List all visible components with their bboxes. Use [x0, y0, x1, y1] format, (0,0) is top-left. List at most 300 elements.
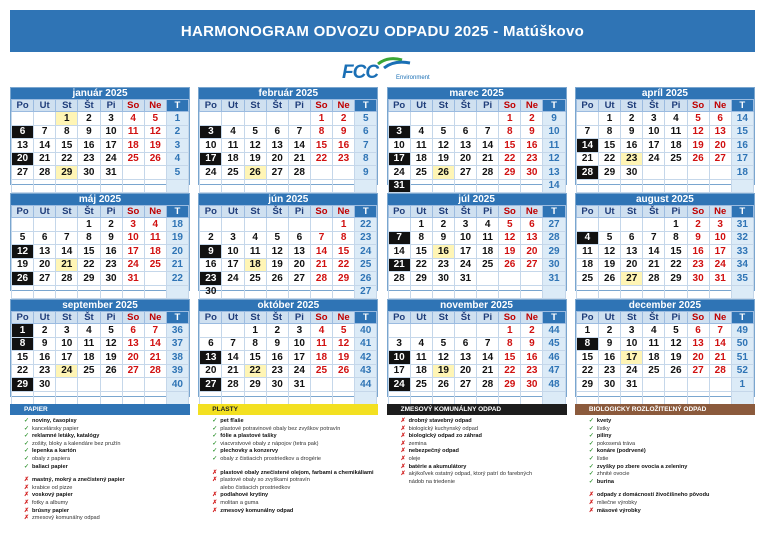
day-cell: 1	[333, 218, 355, 232]
week-number: 5	[166, 166, 188, 180]
weekday-header: St	[244, 206, 266, 218]
day-cell: 16	[333, 139, 355, 153]
day-cell: 5	[499, 218, 521, 232]
day-cell: 26	[687, 152, 709, 166]
legend-item-text: pokosená tráva	[596, 440, 636, 447]
day-cell: 11	[665, 125, 687, 139]
day-cell: 18	[78, 351, 100, 365]
legend-item	[212, 508, 378, 516]
day-cell: 22	[576, 364, 598, 378]
weekday-header: Ut	[222, 206, 244, 218]
day-cell	[78, 378, 100, 392]
day-cell: 23	[78, 152, 100, 166]
cross-icon: ✗	[400, 448, 406, 455]
day-cell: 22	[310, 152, 332, 166]
day-cell: 24	[288, 364, 310, 378]
day-cell: 31	[454, 272, 476, 286]
weekday-header: T	[731, 206, 753, 218]
day-cell: 21	[288, 152, 310, 166]
weekday-header: Pi	[665, 206, 687, 218]
day-cell: 16	[266, 351, 288, 365]
day-cell: 29	[576, 378, 598, 392]
legend-item-text: viacvrstvové obaly z nápojov (tetra pak)	[220, 440, 319, 447]
day-cell: 14	[477, 351, 499, 365]
day-cell	[56, 391, 78, 405]
day-cell	[200, 218, 222, 232]
day-cell: 16	[200, 258, 222, 272]
day-cell: 20	[288, 258, 310, 272]
cross-icon: ✗	[24, 515, 30, 522]
legend-list	[10, 415, 190, 523]
day-cell: 17	[288, 351, 310, 365]
day-cell	[621, 218, 643, 232]
legend-item	[401, 426, 567, 434]
day-cell	[244, 179, 266, 193]
week-number: 10	[543, 125, 565, 139]
day-cell: 18	[643, 351, 665, 365]
week-number: 31	[731, 218, 753, 232]
legend-item	[589, 464, 755, 472]
day-cell: 26	[12, 272, 34, 286]
day-cell	[521, 285, 543, 299]
day-cell: 3	[56, 324, 78, 338]
cross-icon: ✗	[400, 455, 406, 462]
day-cell: 25	[576, 272, 598, 286]
week-number: 44	[543, 324, 565, 338]
day-cell: 17	[388, 152, 410, 166]
weekday-header: So	[310, 100, 332, 112]
day-cell	[576, 285, 598, 299]
week-number: 14	[731, 112, 753, 126]
legend-item-text: alebo čistiacich prostriedkov	[220, 484, 291, 491]
day-cell	[643, 166, 665, 180]
day-cell	[643, 218, 665, 232]
day-cell: 12	[244, 139, 266, 153]
day-cell	[477, 324, 499, 338]
day-cell: 3	[621, 324, 643, 338]
day-cell: 21	[56, 258, 78, 272]
day-cell	[78, 285, 100, 299]
day-cell: 4	[665, 112, 687, 126]
weekday-header: Po	[388, 100, 410, 112]
week-number: 38	[166, 351, 188, 365]
weekday-header: Št	[454, 100, 476, 112]
day-cell: 29	[333, 272, 355, 286]
day-cell: 27	[266, 166, 288, 180]
day-cell: 13	[687, 337, 709, 351]
day-cell: 18	[477, 245, 499, 259]
day-cell	[122, 166, 144, 180]
day-cell: 31	[288, 378, 310, 392]
day-cell: 12	[665, 337, 687, 351]
weekday-header: Pi	[288, 100, 310, 112]
day-cell: 20	[454, 152, 476, 166]
month-calendar	[387, 193, 567, 291]
day-cell: 1	[576, 324, 598, 338]
day-cell: 9	[266, 337, 288, 351]
weekday-header: So	[122, 206, 144, 218]
legend-item	[24, 485, 190, 493]
day-cell	[78, 179, 100, 193]
day-cell	[454, 112, 476, 126]
weekday-header: Ut	[410, 312, 432, 324]
week-number: 9	[543, 112, 565, 126]
day-cell: 18	[310, 351, 332, 365]
week-number: 40	[166, 378, 188, 392]
day-cell: 20	[34, 258, 56, 272]
legend-item	[589, 500, 755, 508]
day-cell: 16	[621, 139, 643, 153]
day-cell: 2	[521, 112, 543, 126]
day-cell: 9	[599, 337, 621, 351]
day-cell: 11	[244, 245, 266, 259]
day-cell	[454, 391, 476, 405]
day-cell	[432, 285, 454, 299]
day-cell: 7	[709, 324, 731, 338]
week-number: 9	[355, 166, 377, 180]
day-cell	[144, 378, 166, 392]
day-cell: 13	[122, 337, 144, 351]
day-cell	[410, 179, 432, 193]
day-cell: 5	[432, 125, 454, 139]
day-cell: 19	[144, 139, 166, 153]
week-number: 37	[166, 337, 188, 351]
week-number: 46	[543, 351, 565, 365]
weekday-header: Št	[78, 100, 100, 112]
month-calendar	[10, 193, 190, 291]
legend-item-text: pet fľaše	[220, 418, 244, 424]
day-cell: 5	[687, 112, 709, 126]
legend-title: BIOLOGICKY ROZLOŽITEĽNÝ ODPAD	[575, 404, 755, 415]
day-cell: 3	[100, 112, 122, 126]
day-cell: 7	[144, 324, 166, 338]
day-cell: 28	[477, 166, 499, 180]
week-number: 39	[166, 364, 188, 378]
day-cell	[687, 285, 709, 299]
check-icon: ✓	[212, 425, 218, 432]
legend-item	[212, 441, 378, 449]
day-cell: 7	[288, 125, 310, 139]
day-cell: 29	[244, 378, 266, 392]
day-cell	[100, 285, 122, 299]
month-name: jún 2025	[199, 194, 377, 205]
week-number: 33	[731, 245, 753, 259]
day-cell	[56, 218, 78, 232]
day-cell	[687, 378, 709, 392]
day-cell: 11	[222, 139, 244, 153]
day-cell	[12, 112, 34, 126]
week-number	[166, 285, 188, 299]
legend-item	[24, 433, 190, 441]
cross-icon: ✗	[212, 469, 218, 476]
day-cell: 8	[576, 337, 598, 351]
day-cell: 24	[621, 364, 643, 378]
weekday-header: Ne	[709, 312, 731, 324]
weekday-header: So	[499, 206, 521, 218]
day-cell	[100, 391, 122, 405]
day-cell: 16	[599, 351, 621, 365]
weekday-header: Ut	[34, 312, 56, 324]
day-cell: 31	[621, 378, 643, 392]
day-cell	[477, 112, 499, 126]
day-cell: 3	[288, 324, 310, 338]
day-cell: 8	[244, 337, 266, 351]
cross-icon: ✗	[212, 499, 218, 506]
day-cell: 18	[122, 139, 144, 153]
month-calendar	[575, 87, 755, 185]
day-cell: 17	[56, 351, 78, 365]
day-cell: 9	[200, 245, 222, 259]
legend-item-text: baliaci papier	[32, 463, 68, 470]
week-number: 1	[731, 378, 753, 392]
day-cell: 22	[599, 152, 621, 166]
weekday-header: Ne	[144, 312, 166, 324]
legend-item-text: plastové obaly so zvyškami potravín	[220, 477, 310, 484]
calendar-table	[199, 205, 377, 299]
day-cell: 17	[100, 139, 122, 153]
day-cell: 11	[144, 231, 166, 245]
legend-item-text: fotky a albumy	[32, 499, 69, 506]
check-icon: ✓	[24, 448, 30, 455]
day-cell: 22	[410, 258, 432, 272]
weekday-header: St	[621, 312, 643, 324]
day-cell: 2	[266, 324, 288, 338]
week-number	[543, 285, 565, 299]
week-number: 8	[355, 152, 377, 166]
day-cell: 2	[521, 324, 543, 338]
day-cell: 28	[310, 272, 332, 286]
day-cell: 1	[310, 112, 332, 126]
day-cell: 13	[12, 139, 34, 153]
day-cell: 12	[144, 125, 166, 139]
day-cell	[454, 285, 476, 299]
week-number: 13	[543, 166, 565, 180]
week-number: 24	[355, 245, 377, 259]
day-cell: 11	[122, 125, 144, 139]
day-cell	[244, 391, 266, 405]
month-calendar	[387, 87, 567, 192]
day-cell: 4	[643, 324, 665, 338]
weekday-header: Ut	[599, 206, 621, 218]
weekday-header: Ne	[333, 312, 355, 324]
day-cell: 15	[499, 139, 521, 153]
legend-item-text: obaly z papiera	[32, 455, 70, 462]
day-cell: 9	[432, 231, 454, 245]
day-cell: 23	[521, 364, 543, 378]
legend-item-text: mastný, mokrý a znečistený papier	[32, 477, 125, 484]
day-cell: 10	[388, 351, 410, 365]
weekday-header: Ut	[599, 100, 621, 112]
day-cell: 25	[665, 152, 687, 166]
day-cell: 7	[222, 337, 244, 351]
day-cell: 19	[12, 258, 34, 272]
day-cell: 22	[78, 258, 100, 272]
week-number: 26	[355, 272, 377, 286]
week-number: 42	[355, 351, 377, 365]
day-cell: 12	[432, 351, 454, 365]
cross-icon: ✗	[212, 477, 218, 484]
legend-item-text: zhnité ovocie	[596, 471, 630, 478]
day-cell: 10	[709, 231, 731, 245]
legend-item	[212, 500, 378, 508]
day-cell: 1	[665, 218, 687, 232]
weekday-header: Ne	[333, 100, 355, 112]
day-cell: 9	[78, 125, 100, 139]
week-number: 7	[355, 139, 377, 153]
day-cell: 19	[333, 351, 355, 365]
weekday-header: So	[122, 100, 144, 112]
week-number: 4	[166, 152, 188, 166]
weekday-header: Po	[576, 312, 598, 324]
day-cell: 14	[56, 245, 78, 259]
weekday-header: Ne	[709, 100, 731, 112]
day-cell: 6	[12, 125, 34, 139]
week-number: 31	[543, 272, 565, 286]
day-cell: 11	[410, 351, 432, 365]
legend-item-text: noviny, časopisy	[32, 418, 77, 424]
day-cell: 1	[499, 324, 521, 338]
day-cell: 24	[122, 258, 144, 272]
day-cell: 5	[244, 125, 266, 139]
weekday-header: T	[355, 100, 377, 112]
day-cell: 8	[310, 125, 332, 139]
day-cell: 10	[56, 337, 78, 351]
day-cell: 22	[665, 258, 687, 272]
legend-title: PLASTY	[198, 404, 378, 415]
day-cell: 15	[665, 245, 687, 259]
day-cell: 14	[310, 245, 332, 259]
month-name: marec 2025	[388, 88, 566, 99]
day-cell: 10	[122, 231, 144, 245]
weekday-header: Ne	[709, 206, 731, 218]
day-cell	[665, 179, 687, 193]
day-cell: 9	[521, 337, 543, 351]
weekday-header: T	[166, 206, 188, 218]
day-cell: 25	[144, 258, 166, 272]
day-cell: 27	[521, 258, 543, 272]
day-cell	[333, 285, 355, 299]
day-cell	[454, 179, 476, 193]
week-number: 45	[543, 337, 565, 351]
day-cell: 24	[56, 364, 78, 378]
legend-item	[212, 418, 378, 426]
weekday-header: T	[543, 206, 565, 218]
day-cell: 27	[122, 364, 144, 378]
day-cell: 23	[34, 364, 56, 378]
legend-item	[212, 448, 378, 456]
day-cell	[12, 218, 34, 232]
day-cell: 6	[454, 337, 476, 351]
weekday-header: T	[731, 312, 753, 324]
legend-item	[401, 464, 567, 472]
day-cell: 18	[222, 152, 244, 166]
day-cell: 2	[34, 324, 56, 338]
day-cell	[34, 179, 56, 193]
day-cell	[410, 391, 432, 405]
week-number: 21	[166, 258, 188, 272]
day-cell	[310, 378, 332, 392]
day-cell: 4	[122, 112, 144, 126]
day-cell: 21	[576, 152, 598, 166]
day-cell: 11	[310, 337, 332, 351]
day-cell	[388, 285, 410, 299]
day-cell: 26	[244, 166, 266, 180]
day-cell: 16	[78, 139, 100, 153]
day-cell	[122, 378, 144, 392]
day-cell: 5	[333, 324, 355, 338]
day-cell: 18	[410, 364, 432, 378]
day-cell	[388, 391, 410, 405]
legend-item-text: krabice od pizze	[32, 484, 73, 491]
week-number: 18	[731, 166, 753, 180]
day-cell: 3	[454, 218, 476, 232]
day-cell: 11	[576, 245, 598, 259]
day-cell	[310, 179, 332, 193]
month-calendar	[198, 87, 378, 185]
day-cell: 14	[34, 139, 56, 153]
day-cell: 10	[454, 231, 476, 245]
month-name: november 2025	[388, 300, 566, 311]
legend-item	[589, 508, 755, 516]
logo-arrows-icon	[376, 56, 416, 70]
week-number: 27	[543, 218, 565, 232]
day-cell	[709, 166, 731, 180]
day-cell: 17	[643, 139, 665, 153]
check-icon: ✓	[588, 471, 594, 478]
day-cell: 30	[266, 378, 288, 392]
day-cell	[310, 218, 332, 232]
week-number: 28	[543, 231, 565, 245]
day-cell: 28	[576, 166, 598, 180]
day-cell: 12	[12, 245, 34, 259]
day-cell: 19	[599, 258, 621, 272]
week-number	[731, 391, 753, 405]
day-cell	[621, 179, 643, 193]
day-cell: 1	[56, 112, 78, 126]
weekday-header: Ne	[521, 100, 543, 112]
day-cell: 6	[266, 125, 288, 139]
day-cell	[643, 378, 665, 392]
day-cell: 19	[266, 258, 288, 272]
day-cell: 24	[222, 272, 244, 286]
legend-item	[589, 492, 755, 500]
day-cell	[521, 272, 543, 286]
month-calendar	[575, 299, 755, 397]
day-cell: 26	[266, 272, 288, 286]
day-cell: 2	[621, 112, 643, 126]
day-cell: 12	[687, 125, 709, 139]
weekday-header: So	[687, 312, 709, 324]
weekday-header: Št	[266, 100, 288, 112]
legend-item-text: biologický kuchynský odpad	[408, 425, 478, 432]
day-cell: 15	[333, 245, 355, 259]
day-cell	[687, 166, 709, 180]
check-icon: ✓	[212, 440, 218, 447]
day-cell: 1	[78, 218, 100, 232]
day-cell: 25	[222, 166, 244, 180]
legend-item-text: lepenka a kartón	[32, 448, 77, 455]
day-cell: 13	[34, 245, 56, 259]
weekday-header: Pi	[288, 312, 310, 324]
legend-item-text: zmesový komunálny odpad	[220, 507, 294, 514]
legend-item	[589, 441, 755, 449]
logo-sub: Environment	[396, 75, 430, 81]
day-cell	[576, 391, 598, 405]
day-cell: 16	[100, 245, 122, 259]
day-cell: 28	[643, 272, 665, 286]
day-cell: 13	[621, 245, 643, 259]
weekday-header: St	[432, 100, 454, 112]
